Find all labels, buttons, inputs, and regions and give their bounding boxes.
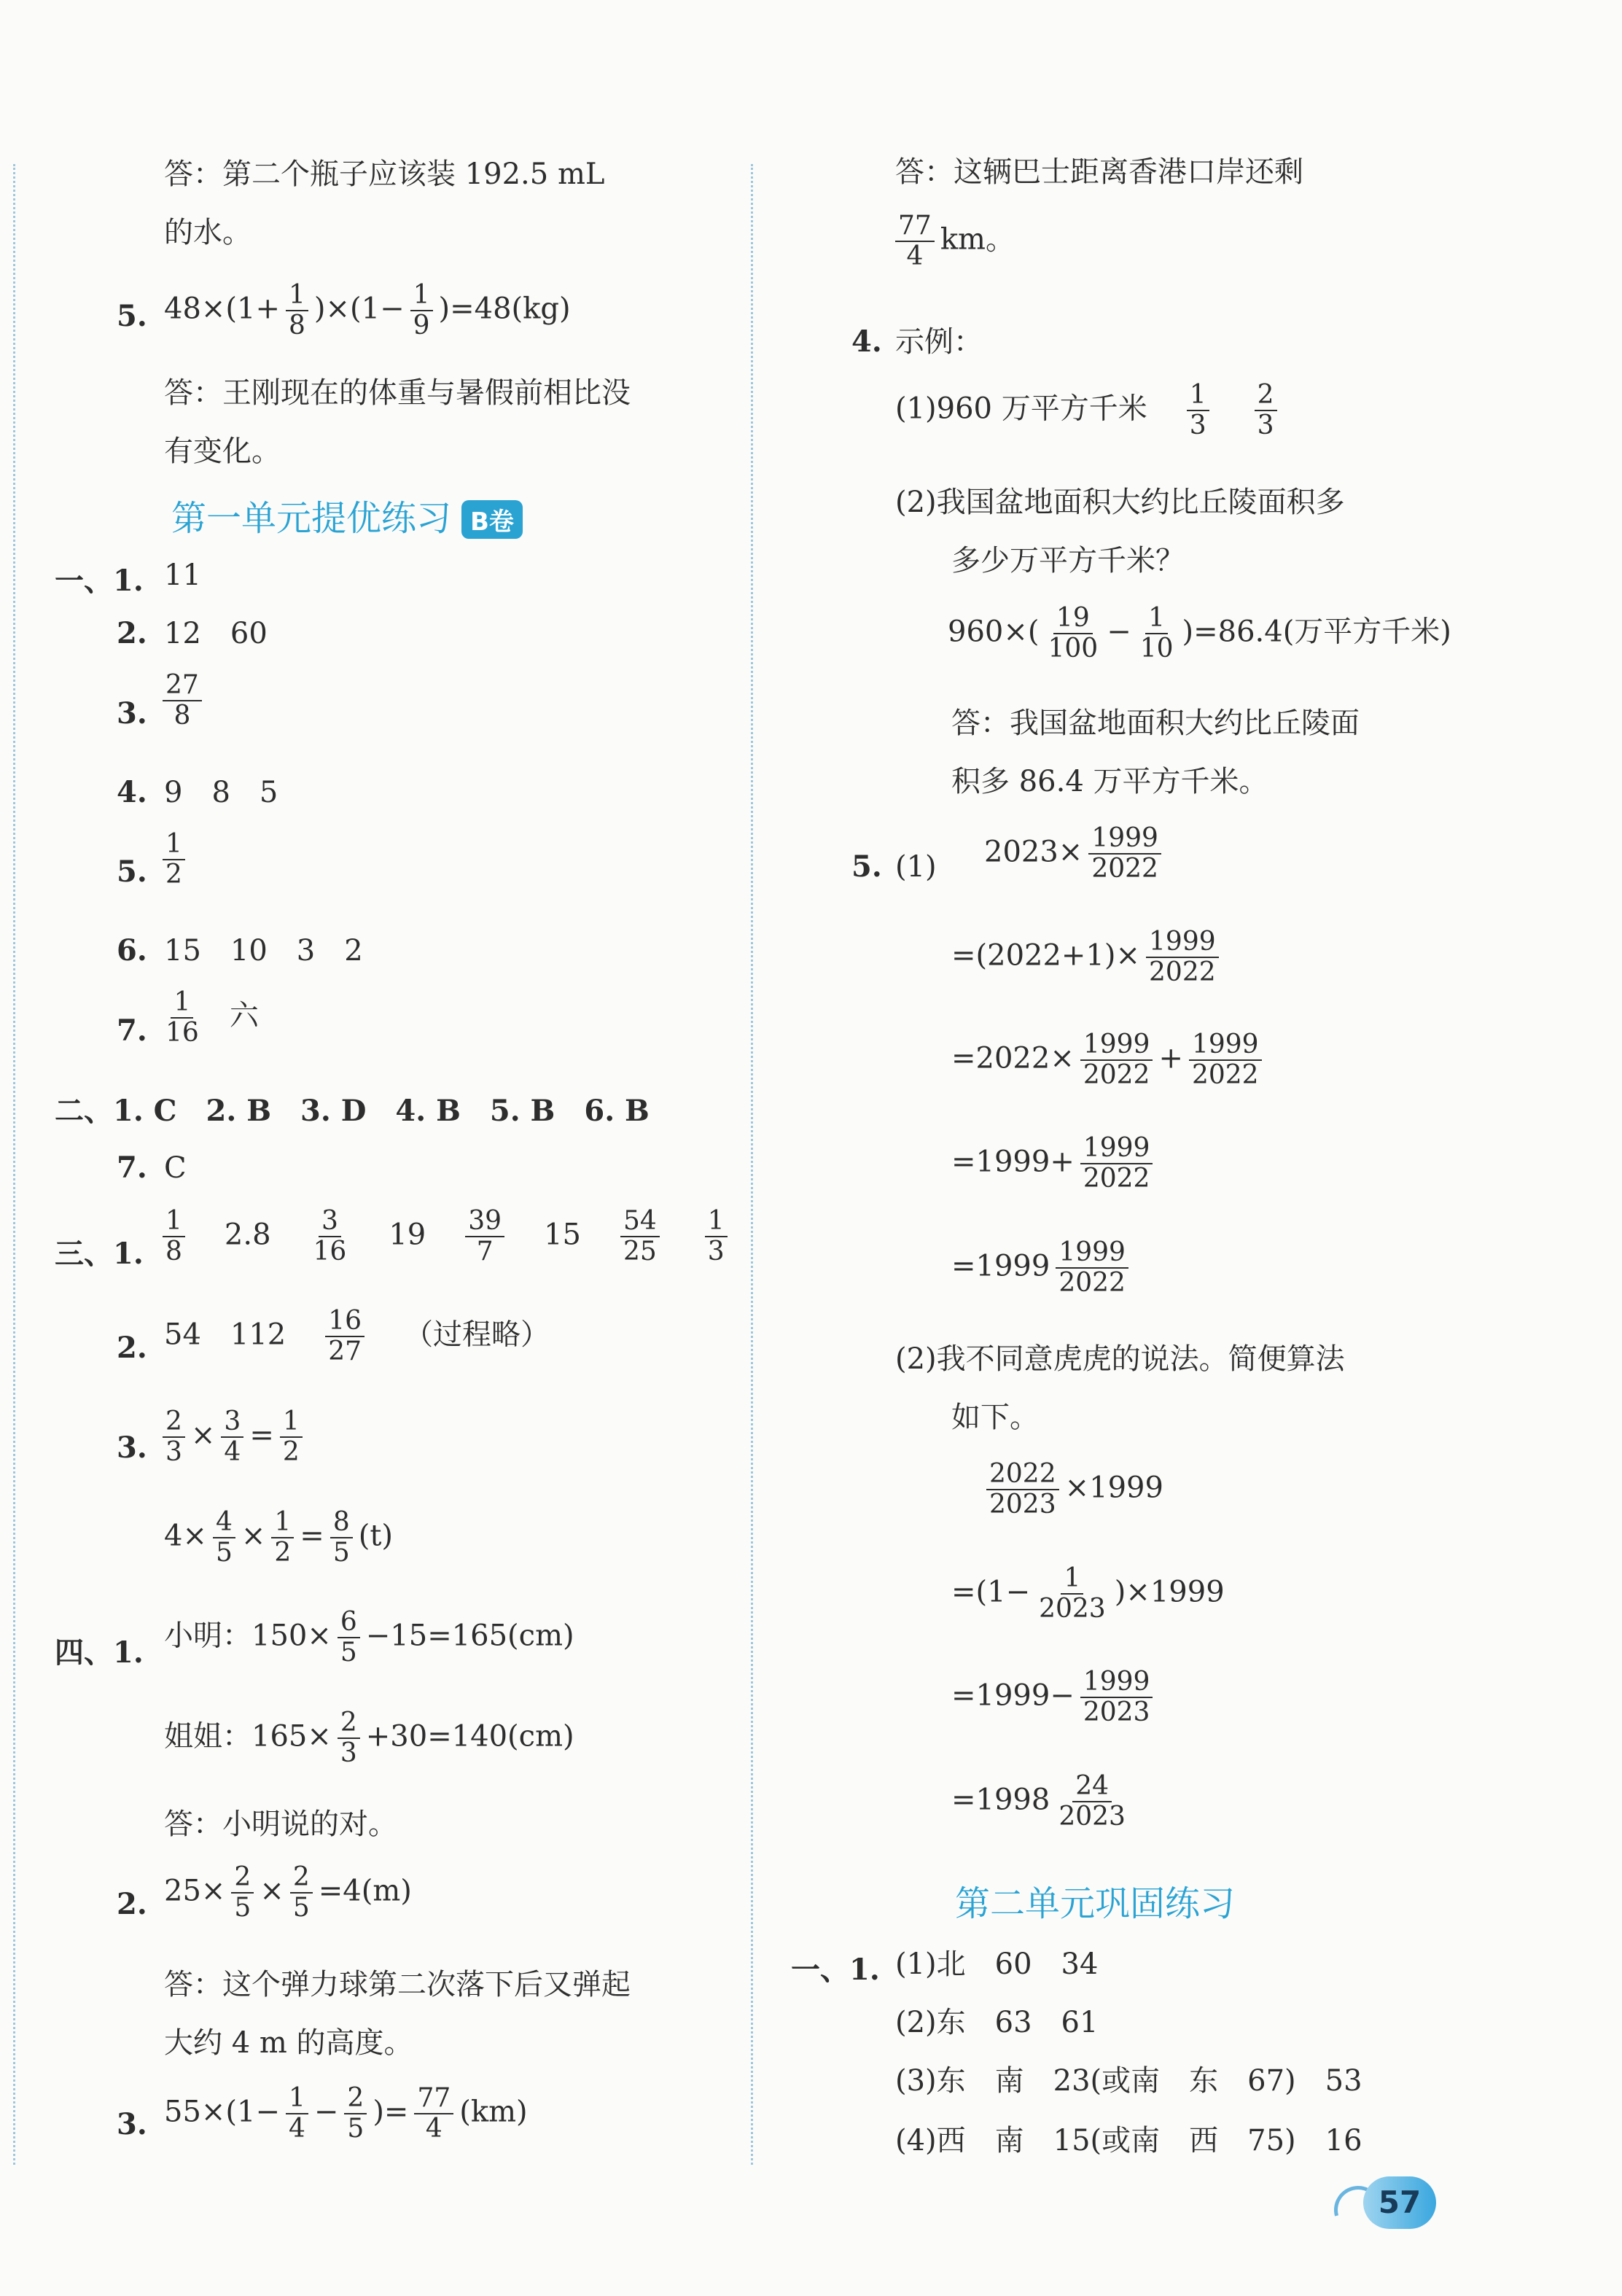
question-number: 3. (117, 1431, 147, 1465)
formula: =1999− $\frac{1999}{2023}$ (951, 1667, 1158, 1728)
answer: C (164, 1151, 187, 1185)
question-number: 3. (117, 696, 147, 731)
answer-text: 积多 86.4 万平方千米。 (951, 765, 1268, 798)
left-margin-dots (13, 164, 15, 2165)
question-number: 2. (117, 1887, 147, 1921)
answer-text: 如下。 (951, 1401, 1039, 1434)
sub-question-label: (1) (895, 850, 937, 884)
formula: 960×( $\frac{19}{100}$ − $\frac{1}{10}$ )=86.4(万平方千米) (948, 603, 1451, 664)
answer-row: 二、1. C 2. B 3. D 4. B 5. B 6. B (55, 1094, 650, 1128)
answer-text: 答：第二个瓶子应该装 192.5 mL (164, 157, 605, 191)
answer-text: 有变化。 (164, 435, 281, 468)
formula: =1999+ $\frac{1999}{2022}$ (951, 1134, 1158, 1194)
answer-text: 大约 4 m 的高度。 (164, 2026, 413, 2060)
formula: =1999 $\frac{1999}{2022}$ (951, 1238, 1134, 1299)
question-number: 7. (117, 1013, 147, 1048)
section-label: 四、1. (55, 1635, 144, 1670)
formula: 姐姐：165× $\frac{2}{3}$ +30=140(cm) (164, 1708, 574, 1769)
question-number: 6. (117, 933, 147, 968)
question-number: 5. (851, 849, 882, 884)
answer-text: 答：我国盆地面积大约比丘陵面 (951, 707, 1360, 740)
section-title: 第一单元提优练习 B卷 (171, 490, 523, 540)
formula: 55×(1− $\frac{1}{4}$ − $\frac{2}{5}$ )= $\frac{77}{4}$ (km) (164, 2083, 528, 2144)
answer-text: (2)我不同意虎虎的说法。简便算法 (895, 1342, 1345, 1376)
formula: =1998 $\frac{24}{2023}$ (951, 1771, 1126, 1832)
answer-text: $\frac{77}{4}$ km。 (889, 211, 1015, 272)
answer-text: 答：王刚现在的体重与暑假前相比没 (164, 376, 631, 410)
answer-text: 的水。 (164, 216, 252, 249)
question-number: 2. (117, 616, 147, 650)
section-title: 第二单元巩固练习 (955, 1883, 1236, 1924)
question-number: 5. (117, 299, 147, 333)
formula: $\frac{2022}{2023}$ ×1999 (980, 1460, 1163, 1520)
answer-row: (4)西 南 15(或南 西 75) 16 (895, 2124, 1362, 2157)
answer-text: 答：小明说的对。 (164, 1807, 397, 1841)
question-number: 4. (117, 775, 147, 809)
b-badge: B卷 (461, 500, 523, 539)
formula: $\frac{2}{3}$ × $\frac{3}{4}$ = $\frac{1}{2}$ (157, 1407, 308, 1468)
formula: 25× $\frac{2}{5}$ × $\frac{2}{5}$ =4(m) (164, 1862, 412, 1923)
formula: 小明：150× $\frac{6}{5}$ −15=165(cm) (164, 1607, 574, 1668)
question-number: 7. (117, 1151, 147, 1185)
answer-text: (2)我国盆地面积大约比丘陵面积多 (895, 486, 1345, 519)
answer: 12 60 (164, 617, 268, 650)
formula: 2023× $\frac{1999}{2022}$ (984, 824, 1167, 884)
question-number: 3. (117, 2107, 147, 2141)
answer-row: (1)960 万平方千米 $\frac{1}{3}$ $\frac{2}{3}$ (895, 381, 1283, 441)
formula: =2022× $\frac{1999}{2022}$ + $\frac{1999}{2022}$ (951, 1030, 1268, 1091)
formula: 4× $\frac{4}{5}$ × $\frac{1}{2}$ = $\frac{8}{5}$ (t) (164, 1507, 394, 1568)
section-label: 一、1. (55, 564, 144, 598)
answer-row: (2)东 63 61 (895, 2006, 1099, 2039)
answer-row: (3)东 南 23(或南 东 67) 53 (895, 2064, 1362, 2098)
answer-row: (1)北 60 34 (895, 1947, 1099, 1981)
formula: =(2022+1)× $\frac{1999}{2022}$ (951, 927, 1225, 988)
answer-text: 答：这个弹力球第二次落下后又弹起 (164, 1968, 631, 2001)
answer-row: 54 112 $\frac{16}{27}$ （过程略） (164, 1306, 550, 1367)
page-number: 57 (1363, 2176, 1436, 2229)
answer-fraction: $\frac{27}{8}$ (157, 671, 208, 731)
column-divider (751, 164, 753, 2165)
answer-text: 示例： (895, 325, 983, 359)
answer-row: $\frac{1}{8}$ 2.8 $\frac{3}{16}$ 19 $\frac{39}{7}$ 15 $\frac{54}{25}$ $\frac{1}{3}$ (157, 1207, 733, 1267)
question-number: 4. (851, 324, 882, 359)
section-label: 三、1. (55, 1237, 144, 1271)
answer: $\frac{1}{16}$ 六 (165, 987, 259, 1048)
section-label: 一、1. (791, 1953, 880, 1987)
answer: 11 (164, 559, 201, 592)
answer-text: 多少万平方千米？ (951, 544, 1185, 577)
answer-text: 答：这辆巴士距离香港口岸还剩 (895, 155, 1303, 189)
answer-fraction: $\frac{1}{2}$ (157, 830, 191, 890)
question-number: 2. (117, 1331, 147, 1365)
answer: 15 10 3 2 (164, 934, 363, 968)
question-number: 5. (117, 855, 147, 889)
formula: =(1− $\frac{1}{2023}$ )×1999 (951, 1563, 1225, 1624)
formula: 48×(1+ $\frac{1}{8}$ )×(1− $\frac{1}{9}$ )=48(kg) (164, 280, 571, 341)
answer: 9 8 5 (164, 776, 278, 809)
